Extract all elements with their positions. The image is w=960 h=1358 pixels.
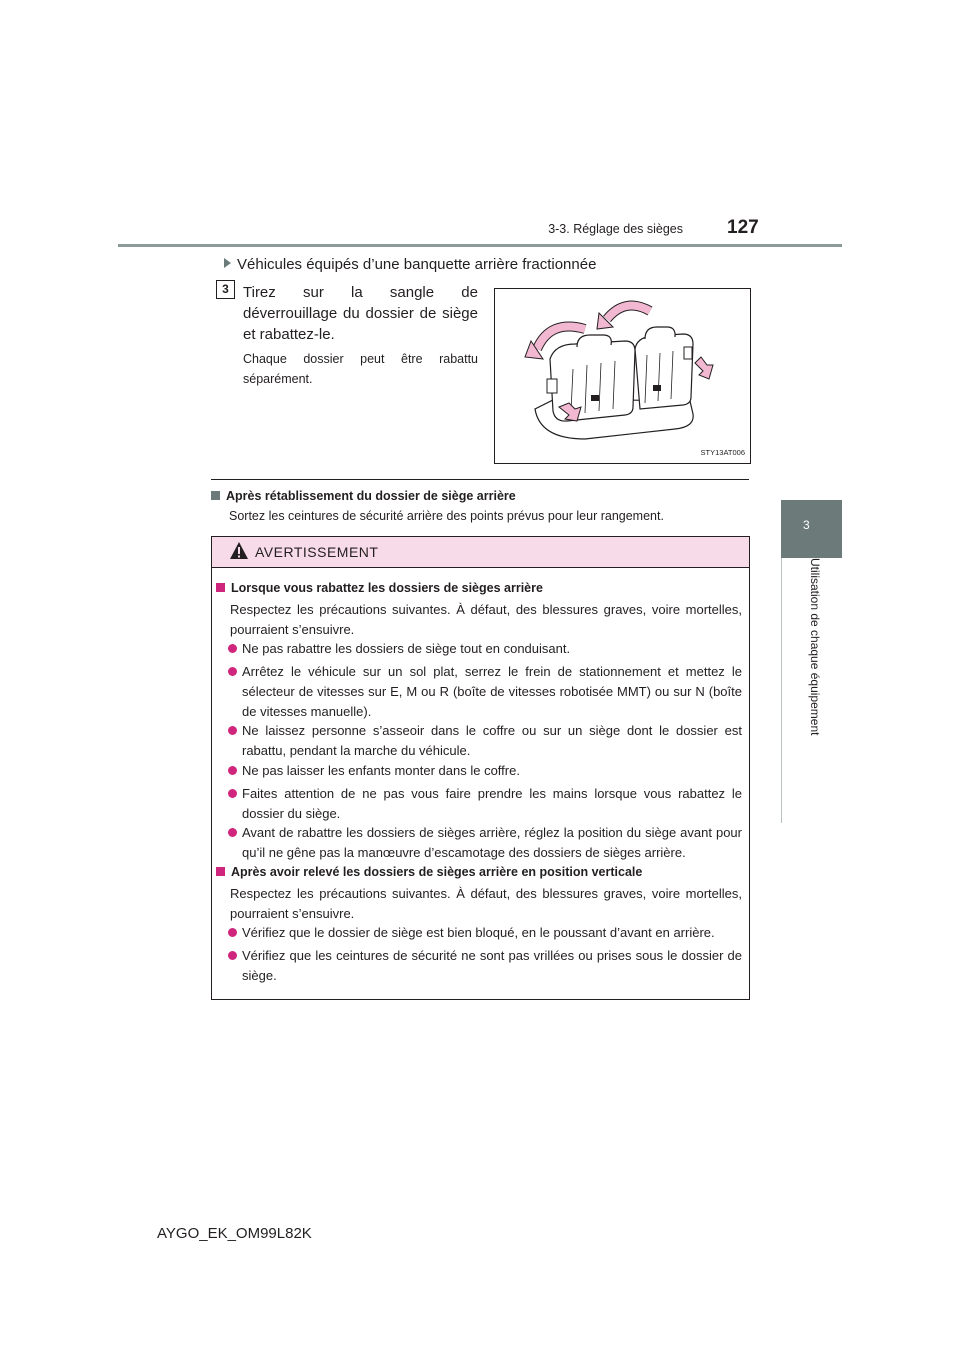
folding-seat-drawing: [495, 289, 750, 463]
document-id: AYGO_EK_OM99L82K: [157, 1225, 312, 1242]
triangle-bullet-icon: [224, 258, 231, 268]
header-rule: [118, 244, 842, 247]
step-instruction: Tirez sur la sangle de déverrouillage du dossier de siège et rabattez-le.: [243, 284, 478, 343]
warning-bullet: Arrêtez le véhicule sur un sol plat, serrez le frein de stationnement et mettez le sélecteur de vitesses sur E, M ou R (boîte de vitesses robotisée MMT) ou sur N (boîte de vitesses manuelle).: [242, 662, 742, 722]
square-bullet-icon: [216, 867, 225, 876]
warning-triangle-icon: [229, 541, 249, 560]
chapter-title: Utilisation de chaque équipement: [808, 558, 822, 736]
section-body: Sortez les ceintures de sécurité arrière des points prévus pour leur rangement.: [229, 509, 664, 523]
square-bullet-icon: [216, 583, 225, 592]
warning-bullet: Ne pas laisser les enfants monter dans le coffre.: [242, 761, 742, 781]
section-divider: [211, 479, 749, 480]
warning-header: [212, 537, 749, 568]
vehicle-condition-text: Véhicules équipés d’une banquette arrière fractionnée: [237, 256, 597, 273]
warning-subheading: [216, 865, 642, 879]
section-heading: [211, 489, 516, 503]
warning-title: AVERTISSEMENT: [255, 544, 379, 560]
warning-subheading-text: Lorsque vous rabattez les dossiers de sièges arrière: [231, 581, 543, 595]
warning-bullet: Vérifiez que les ceintures de sécurité ne sont pas vrillées ou prises sous le dossier de siège.: [242, 946, 742, 986]
square-bullet-icon: [211, 491, 220, 500]
warning-bullet: Avant de rabattre les dossiers de sièges arrière, réglez la position du siège avant pour qu’il ne gêne pas la manœuvre d’escamotage des dossiers de sièges arrière.: [242, 823, 742, 863]
warning-subheading-text: Après avoir relevé les dossiers de sièges arrière en position verticale: [231, 865, 643, 879]
warning-intro: Respectez les précautions suivantes. À défaut, des blessures graves, voire mortelles, pourraient s’ensuivre.: [230, 602, 742, 637]
warning-bullet: Ne laissez personne s’asseoir dans le coffre ou sur un siège dont le dossier est rabattu, pendant la marche du véhicule.: [242, 721, 742, 761]
figure-code: STY13AT006: [700, 448, 745, 457]
warning-box: [211, 536, 750, 1000]
warning-subheading: [216, 581, 543, 595]
section-heading-text: Après rétablissement du dossier de siège arrière: [226, 489, 516, 503]
chapter-title-tab: [781, 558, 843, 823]
chapter-tab: [781, 500, 842, 558]
chapter-number: 3: [803, 518, 810, 532]
warning-bullet: Faites attention de ne pas vous faire prendre les mains lorsque vous rabattez le dossier du siège.: [242, 784, 742, 824]
step-note: Chaque dossier peut être rabattu séparément.: [243, 352, 478, 386]
warning-bullet: Ne pas rabattre les dossiers de siège tout en conduisant.: [242, 639, 742, 659]
step-number: 3: [216, 280, 235, 299]
seat-illustration: [494, 288, 751, 464]
warning-intro: Respectez les précautions suivantes. À défaut, des blessures graves, voire mortelles, pourraient s’ensuivre.: [230, 886, 742, 921]
vehicle-condition: [224, 256, 596, 273]
warning-bullet: Vérifiez que le dossier de siège est bien bloqué, en le poussant d’avant en arrière.: [242, 923, 742, 943]
page-number: 127: [727, 217, 759, 238]
running-header-section: 3-3. Réglage des sièges: [548, 222, 683, 236]
